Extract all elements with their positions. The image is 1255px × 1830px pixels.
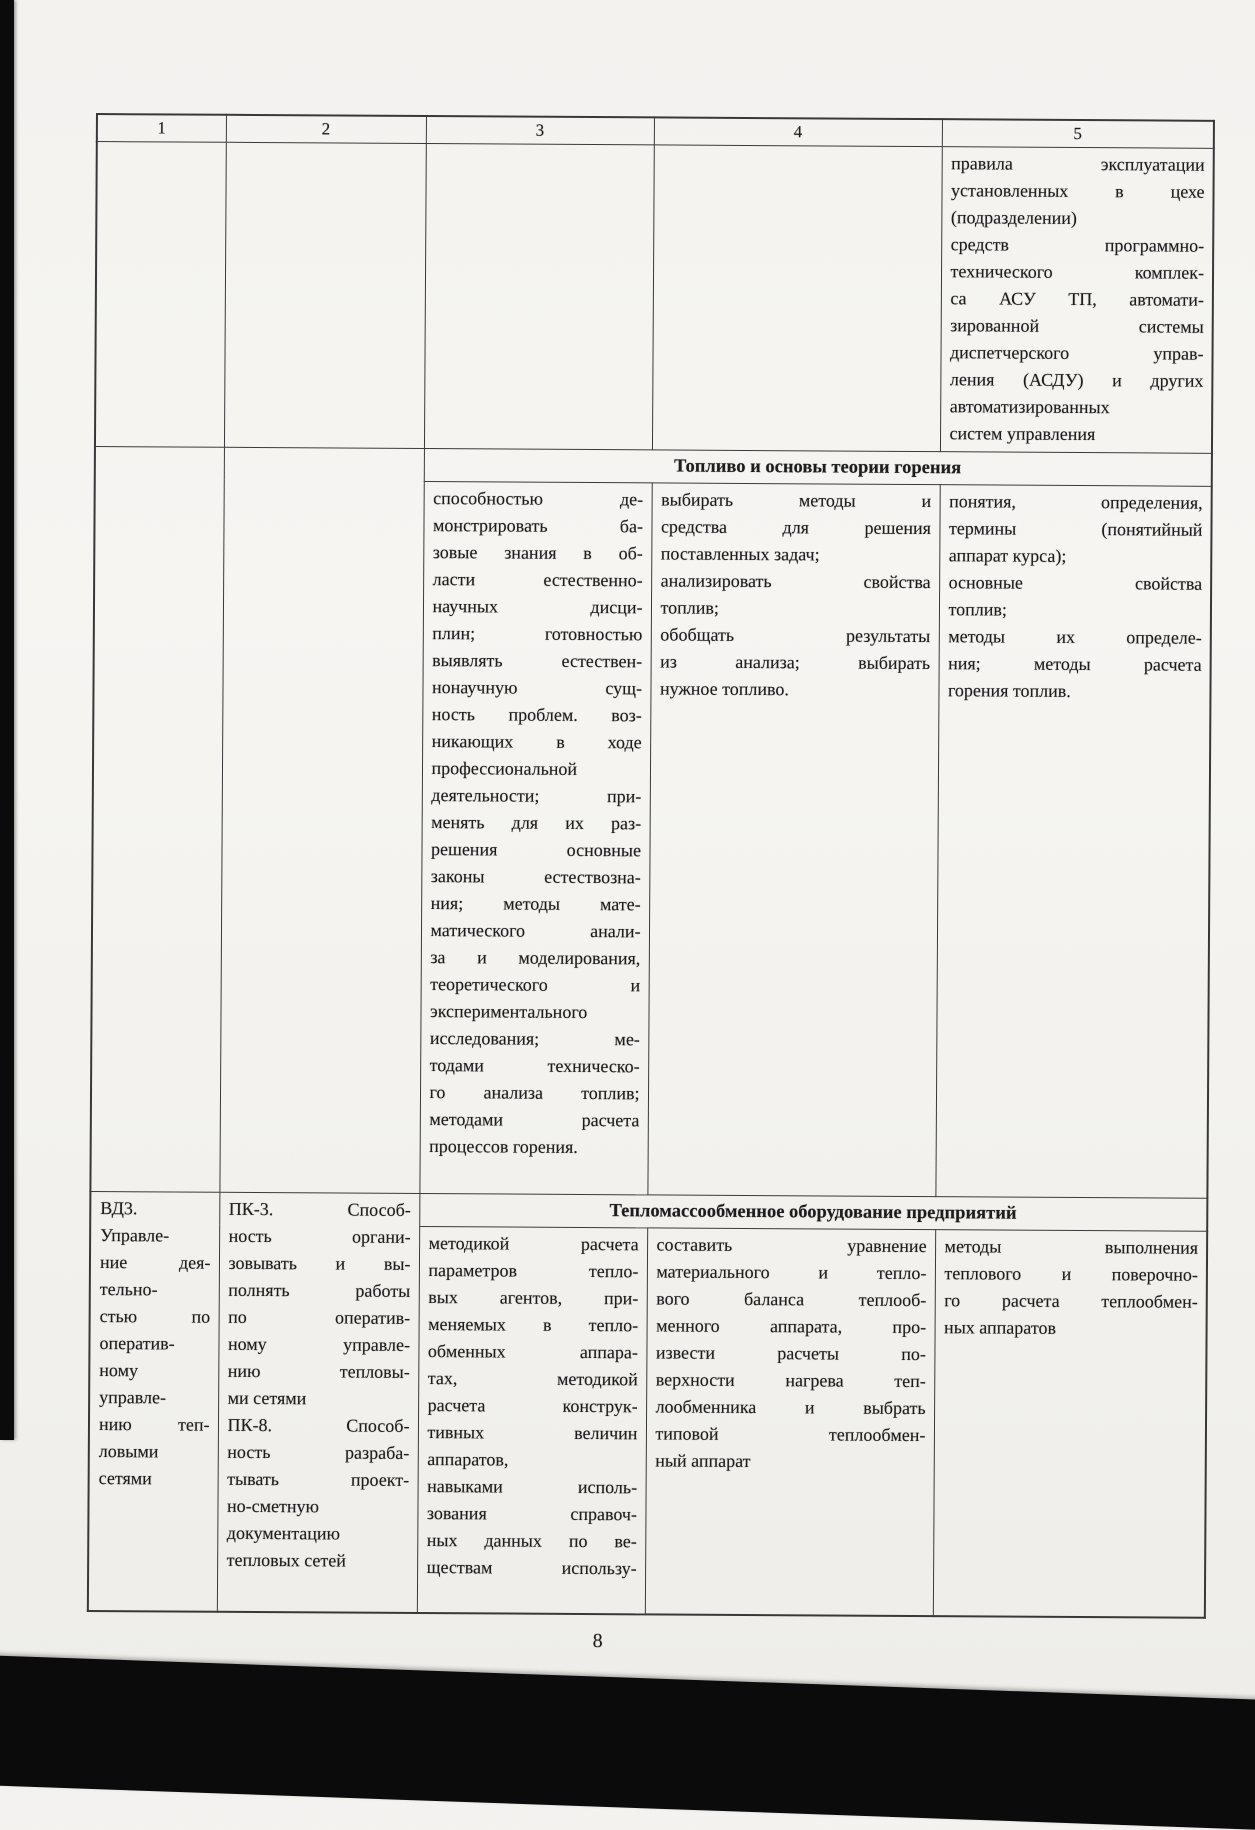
text-line: ществам использу- [426,1556,637,1578]
text-line: нию тепловы- [227,1360,410,1382]
text-line: документацию [226,1522,341,1544]
cell-empty-fuel-c2 [219,447,424,1193]
text-line: (подразделении) [950,206,1078,228]
text-line: экспериментального [429,1000,588,1022]
text-line: решения основные [430,838,642,860]
text-line: профессиональной [431,757,578,779]
text-line: нию теп- [98,1413,210,1435]
text-line: лообменника и выбрать [655,1395,926,1418]
text-line: ПК-3. Способ- [228,1198,411,1220]
text-line: обменных аппара- [427,1340,639,1362]
text-line: го расчета теплообмен- [944,1289,1198,1312]
section-title-heatmass: Тепломассообменное оборудование предприятий [419,1193,1207,1231]
text-line: но-сметную [226,1495,320,1516]
scan-edge-left [0,0,14,1440]
text-line: топлив; [660,596,719,618]
column-number-3: 3 [426,116,654,144]
text-line [426,1581,636,1609]
text-line: ность органи- [228,1225,411,1247]
text-line: ласти естественно- [432,568,643,590]
text-line: теоретического и [430,973,641,995]
text-line: тах, методикой [427,1367,638,1389]
cell-empty-r1c4 [652,144,942,451]
text-line: тодами техническо- [429,1054,640,1076]
text-line: средств программно- [950,233,1205,256]
text-line: ных данных по ве- [426,1529,637,1551]
text-line: ПК-8. Способ- [227,1414,410,1436]
text-line: тывать проект- [227,1468,410,1490]
text-line: ный аппарат [655,1449,751,1471]
text-line: зования справоч- [426,1502,638,1524]
text-line: законы естествозна- [430,865,641,887]
text-line: матического анали- [430,919,641,941]
cell-know-asu-systems [940,146,1214,453]
text-line: выбирать методы и [661,488,932,511]
text-line: са АСУ ТП, автомати- [950,287,1204,310]
text-line: научных дисци- [432,595,643,617]
column-number-2: 2 [226,115,426,143]
text-line: технического комплек- [950,260,1205,283]
text-line: термины (понятийный [948,517,1203,540]
text-line: ность проблем. воз- [431,703,642,725]
text-line: топлив; [948,598,1007,620]
text-line: процессов горения. [429,1135,578,1157]
scan-edge-bottom [0,1655,1255,1830]
text-line: понятия, определения, [949,490,1203,513]
text-line: установленных в цехе [950,179,1205,202]
text-line: основные свойства [948,571,1203,594]
text-line: вого баланса теплооб- [656,1287,927,1310]
text-line: менного аппарата, про- [656,1314,927,1337]
text-line: параметров тепло- [428,1259,639,1281]
text-line: навыками исполь- [427,1475,638,1497]
text-line: Управле- [100,1224,170,1245]
text-line: методы их определе- [948,625,1202,648]
text-line: ления (АСДУ) и других [949,368,1204,391]
text-line: аппарат курса); [948,544,1067,566]
text-line: деятельности; при- [431,784,642,806]
column-number-1: 1 [97,114,226,142]
text-line: правила эксплуатации [951,152,1205,175]
text-line: составить уравнение [656,1233,927,1256]
page-number: 8 [592,1629,603,1652]
text-line: полнять работы [228,1279,411,1301]
text-line: горения топлив. [947,679,1071,701]
text-line: монстрировать ба- [432,514,644,536]
text-line: методы выполнения [944,1235,1199,1258]
text-line: тивных величин [427,1421,638,1443]
cell-vd3-activity [88,1191,220,1611]
text-line: систем управления [949,422,1096,444]
text-line: менять для их раз- [431,811,642,833]
competency-table [87,113,1215,1618]
cell-fuel-knowledge [935,484,1211,1198]
text-line: обобщать результаты [660,623,931,646]
cell-pk3-pk8-competences [217,1192,420,1613]
text-line: нонаучную сущ- [431,676,643,698]
text-line: верхности нагрева теп- [655,1368,926,1391]
text-line: материального и тепло- [656,1260,927,1283]
text-line: плин; готовностью [432,622,643,644]
text-line: диспетчерского управ- [949,341,1204,364]
cell-fuel-skills [647,482,939,1196]
text-line: ному [99,1359,139,1380]
text-line: ми сетями [227,1387,307,1408]
text-line: стью по [99,1305,211,1327]
text-line: ному управле- [227,1333,411,1355]
text-line: меняемых в тепло- [428,1313,639,1335]
cell-heatmass-mastery [417,1226,647,1614]
text-line: нужное топливо. [659,677,789,699]
text-line: зовые знания в об- [432,541,643,563]
text-line: тельно- [99,1278,158,1299]
column-number-4: 4 [654,117,942,146]
cell-heatmass-skills [645,1227,935,1615]
text-line: никающих в ходе [431,730,642,752]
text-line: исследования; ме- [429,1027,640,1049]
text-line: вых агентов, при- [428,1286,639,1308]
cell-heatmass-knowledge [933,1229,1207,1617]
text-line: ность разраба- [227,1441,410,1463]
text-line: методами расчета [429,1108,640,1130]
document-sheet [87,113,1213,1656]
row-section-fuel [95,446,1212,486]
text-line: автоматизированных [949,395,1110,417]
text-line: зовывать и вы- [228,1252,411,1274]
cell-empty-r1c3 [424,143,654,449]
text-line: аппаратов, [427,1448,509,1470]
text-line: из анализа; выбирать [660,650,931,673]
text-line: зированной системы [950,314,1204,337]
text-line: тепловых сетей [226,1549,346,1571]
text-line: выявлять естествен- [432,649,643,671]
text-line: ных аппаратов [944,1316,1057,1338]
text-line: го анализа топлив; [429,1081,640,1103]
text-line: ния; методы расчета [948,652,1202,675]
text-line: ВД3. [100,1197,138,1218]
section-title-fuel: Топливо и основы теории горения [424,448,1212,486]
text-line: расчета конструк- [427,1394,638,1416]
text-line: по оператив- [228,1306,411,1328]
text-line: теплового и поверочно- [944,1262,1198,1285]
text-line: способностью де- [433,487,644,509]
row-asu-systems [95,141,1214,453]
text-line: методикой расчета [428,1232,639,1254]
text-line: поставленных задач; [660,542,820,564]
text-line: средства для решения [660,515,932,538]
column-number-5: 5 [942,119,1214,148]
cell-empty-r1c2 [224,142,426,448]
row-section-heatmass [90,1191,1207,1231]
text-line: оператив- [99,1332,175,1354]
text-line: извести расчеты по- [655,1341,926,1364]
cell-empty-fuel-c1 [90,446,224,1192]
text-line: ния; методы мате- [430,892,641,914]
text-line: анализировать свойства [660,569,931,592]
text-line: управле- [99,1386,167,1407]
text-line: ловыми [98,1440,159,1461]
text-line: за и моделирования, [430,946,641,968]
cell-fuel-mastery [419,481,651,1194]
text-line: сетями [98,1467,152,1488]
text-line: типовой теплообмен- [655,1422,926,1445]
text-line: ние дея- [99,1251,211,1273]
cell-empty-r1c1 [95,141,226,447]
